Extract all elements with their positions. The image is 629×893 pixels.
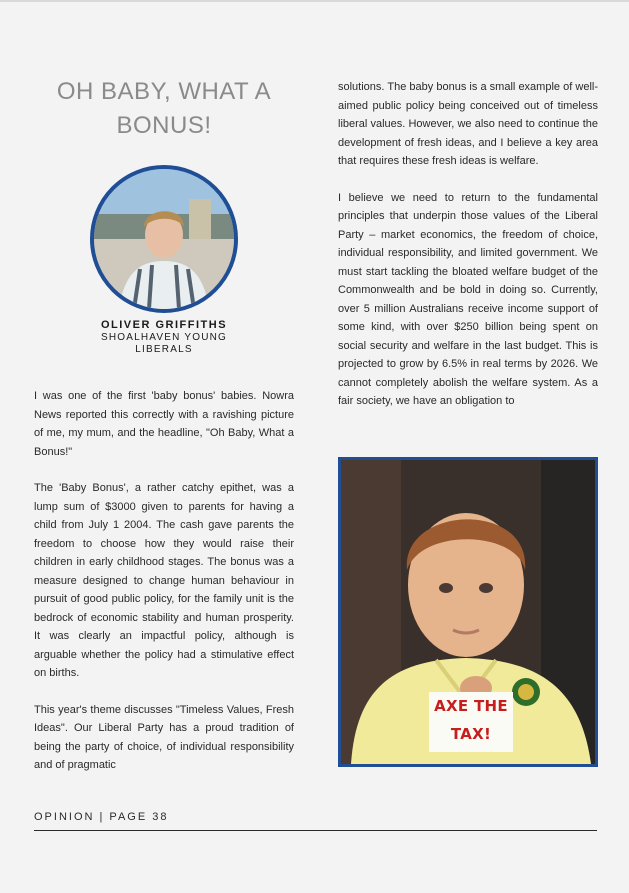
top-divider [0,0,629,2]
footer-divider [34,830,597,831]
paragraph: I was one of the first 'baby bonus' babies. Nowra News reported this correctly with a ravishing picture of me, my mum, and the headline, "Oh Baby, What a Bonus!" [34,390,294,458]
paragraph: This year's theme discusses "Timeless Values, Fresh Ideas". Our Liberal Party has a proud tradition of being the party of choice, of individual responsibility and of pragmatic [34,703,294,771]
author-portrait-icon [94,169,234,309]
sign-line-2: TAX! [450,725,492,743]
paragraph: solutions. The baby bonus is a small example of well-aimed public policy being conceived out of timeless liberal values. However, we also need to continue the development of fresh ideas, and I believe a key area that requires these fresh ideas is welfare. [338,81,598,167]
article-title-line-1: OH BABY, WHAT A [56,78,272,105]
right-column-body [338,78,598,429]
article-title [34,75,294,143]
left-column-body [34,387,294,793]
author-avatar [90,165,238,313]
author-group: SHOALHAVEN YOUNG LIBERALS [100,332,228,355]
author-name: OLIVER GRIFFITHS [100,319,228,331]
child-photo [338,457,598,767]
article-title-line-2: BONUS! [116,112,212,139]
axe-the-tax-sign [429,692,513,752]
article-header [34,70,294,356]
paragraph: The 'Baby Bonus', a rather catchy epithet, was a lump sum of $3000 given to parents for having a child from July 1 2004. The cash gave parents the freedom to choose how they would raise their children in early childhood stages. The bonus was a measure designed to change human behaviour in pursuit of good public policy, for the family unit is the bedrock of economic stability and human prosperity. It was clearly an impactful policy, although is arguable whether the policy had a stimulative effect on births. [34,482,294,679]
sign-line-1: AXE THE [434,697,508,715]
page-footer-label: OPINION | PAGE 38 [34,811,169,823]
paragraph: I believe we need to return to the fundamental principles that underpin those values of the Liberal Party – market economics, the freedom of choice, individual responsibility, and limited government. We must start tackling the bloated welfare budget of the Commonwealth and be bold in doing so. Currently, over 5 million Australians receive income support of some kind, with over $250 billion being spent on social security and welfare in the last budget. This is projected to grow by 6.5% in real terms by 2026. We cannot completely abolish the welfare system. As a fair society, we have an obligation to [338,191,598,407]
